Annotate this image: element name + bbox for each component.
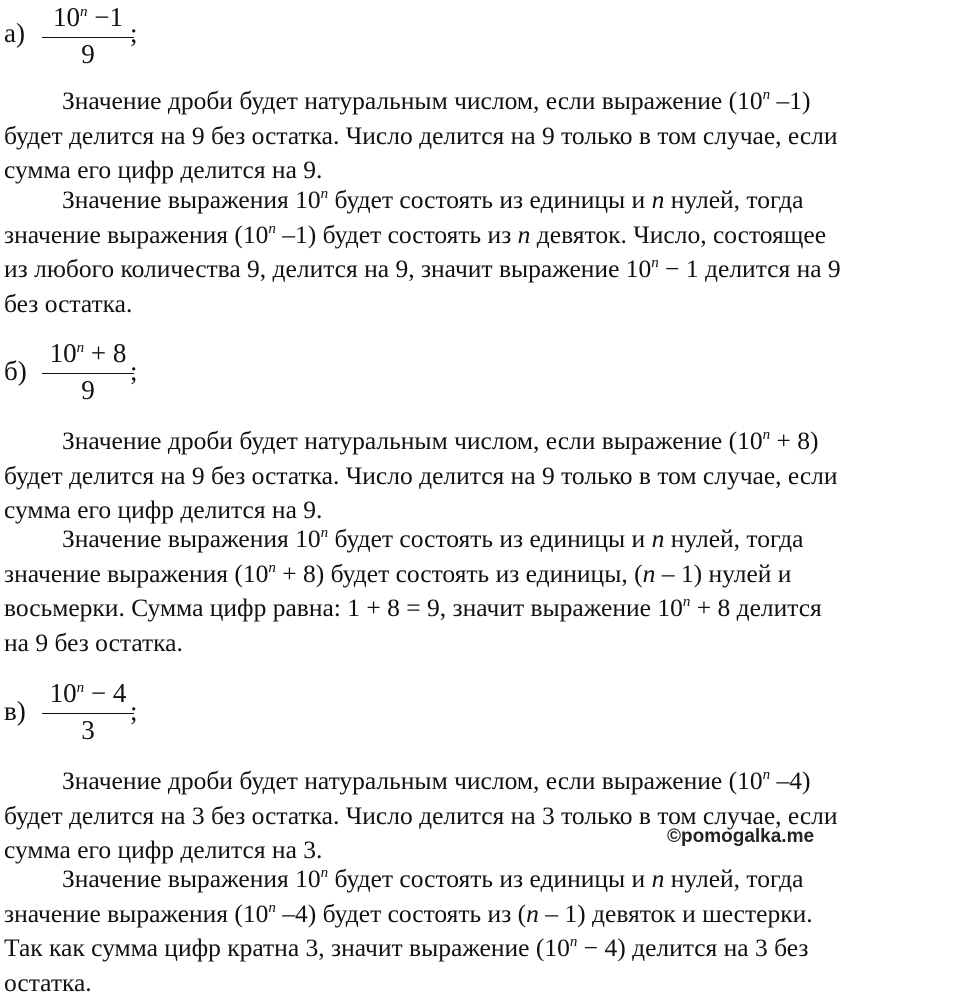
fraction-bar <box>42 713 134 714</box>
text-line: из любого количества 9, делится на 9, значит выражение $10^n - 1$ делится на 9 <box>4 252 956 287</box>
text-line: без остатка. <box>4 287 956 322</box>
text-line: Значение выражения 10$^n$ будет состоять из единицы и n нулей, тогда <box>4 183 956 218</box>
item-b-paragraph-1 <box>4 424 956 528</box>
watermark: ©pomogalka.me <box>667 826 814 848</box>
text-line: сумма его цифр делится на 9. <box>4 493 956 528</box>
text-line: Так как сумма цифр кратна 3, значит выражение $(10^n - 4)$ делится на 3 без <box>4 931 956 966</box>
text-line: Значение выражения 10$^n$ будет состоять из единицы и n нулей, тогда <box>4 522 956 557</box>
fraction-bar <box>42 373 134 374</box>
item-c-numerator: $10^n - 4$ <box>42 678 134 709</box>
item-c-paragraph-1 <box>4 764 956 868</box>
text-line: значение выражения (10$^n$ –1) будет состоять из n девяток. Число, состоящее <box>4 218 956 253</box>
text-line: Значение дроби будет натуральным числом, если выражение $(10^n + 8)$ <box>4 424 956 459</box>
text-line: Значение выражения 10$^n$ будет состоять из единицы и n нулей, тогда <box>4 862 956 897</box>
item-a-paragraph-2 <box>4 183 956 321</box>
text-line: Значение дроби будет натуральным числом, если выражение (10$^n$ –4) <box>4 764 956 799</box>
item-b-numerator: $10^n + 8$ <box>42 338 134 369</box>
item-a-semicolon: ; <box>130 18 138 49</box>
item-c-semicolon: ; <box>130 696 138 727</box>
item-c-denominator: 3 <box>42 715 134 746</box>
text-line: будет делится на 9 без остатка. Число делится на 9 только в том случае, если <box>4 119 956 154</box>
item-b-letter: б) <box>4 356 27 387</box>
fraction-bar <box>42 37 134 38</box>
item-a-letter: а) <box>4 18 25 49</box>
text-line: сумма его цифр делится на 3. <box>4 833 956 868</box>
item-a-denominator: 9 <box>42 39 134 70</box>
text-line: на 9 без остатка. <box>4 626 956 661</box>
text-line: будет делится на 9 без остатка. Число делится на 9 только в том случае, если <box>4 459 956 494</box>
item-a-numerator: $10^n -1$ <box>42 2 134 33</box>
text-line: остатка. <box>4 966 956 1000</box>
text-line: восьмерки. Сумма цифр равна: 1 + 8 = 9, значит выражение $10^n + 8$ делится <box>4 591 956 626</box>
item-b-semicolon: ; <box>130 356 138 387</box>
item-c-letter: в) <box>4 696 26 727</box>
item-b-denominator: 9 <box>42 375 134 406</box>
text-line: значение выражения (10$^n$ –4) будет состоять из (n – 1) девяток и шестерки. <box>4 897 956 932</box>
text-line: будет делится на 3 без остатка. Число делится на 3 только в том случае, если <box>4 799 956 834</box>
item-a-paragraph-1 <box>4 84 956 188</box>
item-b-paragraph-2 <box>4 522 956 660</box>
item-c-paragraph-2 <box>4 862 956 1000</box>
text-line: Значение дроби будет натуральным числом, если выражение (10$^n$ –1) <box>4 84 956 119</box>
text-line: сумма его цифр делится на 9. <box>4 153 956 188</box>
text-line: значение выражения $(10^n + 8)$ будет состоять из единицы, (n – 1) нулей и <box>4 557 956 592</box>
